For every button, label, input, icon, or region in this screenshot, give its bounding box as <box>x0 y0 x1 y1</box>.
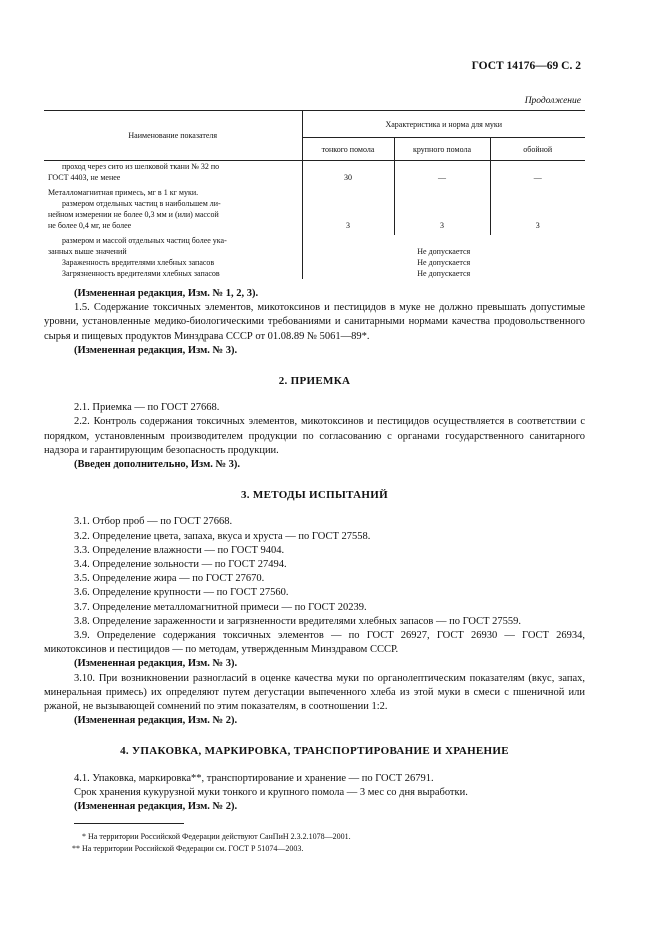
column-header-coarse: крупного помола <box>394 138 490 161</box>
edit-note: (Измененная редакция, Изм. № 3). <box>74 658 238 670</box>
column-header-wholemeal: обойной <box>490 138 585 161</box>
column-group-header: Характеристика и норма для муки <box>302 111 585 138</box>
row-name <box>44 235 302 257</box>
row-name <box>44 161 302 184</box>
quality-norms-table <box>44 110 585 279</box>
paragraph-3-10: 3.10. При возникновении разногласий в оценке качества муки по органолептическим показателям (вкус, запах, минеральная примесь) их определяют путем дегустации выпеченного хлеба из этой муки в смеси с пшеничной или ржаной, не вызывающей сомнений по этим показателям, в соотношении 1:2. <box>44 672 585 713</box>
document-body <box>44 287 585 855</box>
table-row <box>44 257 585 268</box>
table-cell: — <box>533 173 542 182</box>
row-name-line: Металломагнитная примесь, мг в 1 кг муки. <box>48 188 199 197</box>
page-header: ГОСТ 14176—69 С. 2 <box>471 60 581 72</box>
edit-note: (Введен дополнительно, Изм. № 3). <box>74 459 241 471</box>
row-name-line: не более 0,4 мг, не более <box>48 221 132 230</box>
row-name-line: нейном измерении не более 0,3 мм и (или) массой <box>48 210 219 219</box>
edit-note: (Измененная редакция, Изм. № 2). <box>74 715 238 727</box>
table-cell-spanning: Не допускается <box>417 269 471 278</box>
table-cell: 3 <box>535 221 540 230</box>
table-row <box>44 268 585 279</box>
paragraph-4-1: 4.1. Упаковка, маркировка**, транспортирование и хранение — по ГОСТ 26791. <box>74 772 434 784</box>
section-heading-3: 3. МЕТОДЫ ИСПЫТАНИЙ <box>241 489 388 502</box>
table-cell: — <box>394 161 490 184</box>
table-row <box>44 235 585 257</box>
table-continued-label: Продолжение <box>524 96 581 106</box>
column-header-fine: тонкого помола <box>302 138 394 161</box>
column-header-indicator: Наименование показателя <box>44 111 302 161</box>
table-cell: 3 <box>302 187 394 231</box>
footnote-divider <box>74 823 184 824</box>
row-name-line: Загрязненность вредителями хлебных запасов <box>62 269 220 278</box>
paragraph-2-2: 2.2. Контроль содержания токсичных элементов, микотоксинов и пестицидов осуществляется в соответствии с порядком, установленным производителем продукции по согласованию с органами государственного санитарного надзора и гарантирующим безопасность продукции. <box>44 416 585 456</box>
row-name-line: размером отдельных частиц в наибольшем ли- <box>62 199 221 208</box>
edit-note: (Измененная редакция, Изм. № 2). <box>74 801 238 813</box>
row-name <box>44 187 302 231</box>
row-name-line: ГОСТ 4403, не менее <box>48 173 121 182</box>
table-row <box>44 161 585 184</box>
edit-note: (Измененная редакция, Изм. № 1, 2, 3). <box>74 288 259 299</box>
section-heading-4: 4. УПАКОВКА, МАРКИРОВКА, ТРАНСПОРТИРОВАНИЕ И ХРАНЕНИЕ <box>120 745 509 758</box>
row-name-line: Зараженность вредителями хлебных запасов <box>62 258 215 267</box>
paragraph-3-7: 3.7. Определение металломагнитной примеси — по ГОСТ 20239. <box>74 601 367 613</box>
row-name-line: занных выше значений <box>48 247 127 256</box>
table-cell-spanning: Не допускается <box>417 247 471 256</box>
paragraph-3-2: 3.2. Определение цвета, запаха, вкуса и хруста — по ГОСТ 27558. <box>74 530 371 542</box>
footnote-1: * На территории Российской Федерации действуют СанПиН 2.3.2.1078—2001. <box>82 832 351 842</box>
row-name-line: проход через сито из шелковой ткани № 32 по <box>62 162 220 171</box>
paragraph-1-5: 1.5. Содержание токсичных элементов, микотоксинов и пестицидов в муке не должно превышать допустимые уровни, установленные медико-биологическими требованиями и санитарными нормами качества продовольственного сырья и пищевых продуктов Минздрава СССР от 01.08.89 № 5061—89*. <box>44 302 585 342</box>
paragraph-3-4: 3.4. Определение зольности — по ГОСТ 27494. <box>74 559 287 571</box>
paragraph-3-1: 3.1. Отбор проб — по ГОСТ 27668. <box>74 516 233 528</box>
table-cell: 30 <box>302 161 394 184</box>
table-cell-spanning: Не допускается <box>417 258 471 267</box>
row-name-line: размером и массой отдельных частиц более ука- <box>62 236 227 245</box>
paragraph-3-3: 3.3. Определение влажности — по ГОСТ 9404. <box>74 544 285 556</box>
paragraph-4-1-storage: Срок хранения кукурузной муки тонкого и крупного помола — 3 мес со дня выработки. <box>74 786 468 798</box>
table-row <box>44 187 585 231</box>
row-name <box>44 268 302 279</box>
row-name <box>44 257 302 268</box>
paragraph-3-6: 3.6. Определение крупности — по ГОСТ 27560. <box>74 587 289 599</box>
section-heading-2: 2. ПРИЕМКА <box>278 375 351 388</box>
table-cell: 3 <box>394 187 490 231</box>
paragraph-3-8: 3.8. Определение зараженности и загрязненности вредителями хлебных запасов — по ГОСТ 27559. <box>74 615 522 627</box>
edit-note: (Измененная редакция, Изм. № 3). <box>74 344 238 356</box>
paragraph-3-9: 3.9. Определение содержания токсичных элементов — по ГОСТ 26927, ГОСТ 26930 — ГОСТ 26934, микотоксинов и пестицидов — по методам, утвержденным Минздравом СССР. <box>44 630 585 656</box>
paragraph-3-5: 3.5. Определение жира — по ГОСТ 27670. <box>74 573 265 585</box>
paragraph-2-1: 2.1. Приемка — по ГОСТ 27668. <box>74 402 220 414</box>
footnotes <box>44 831 585 855</box>
footnote-2: ** На территории Российской Федерации см. ГОСТ Р 51074—2003. <box>72 844 304 854</box>
